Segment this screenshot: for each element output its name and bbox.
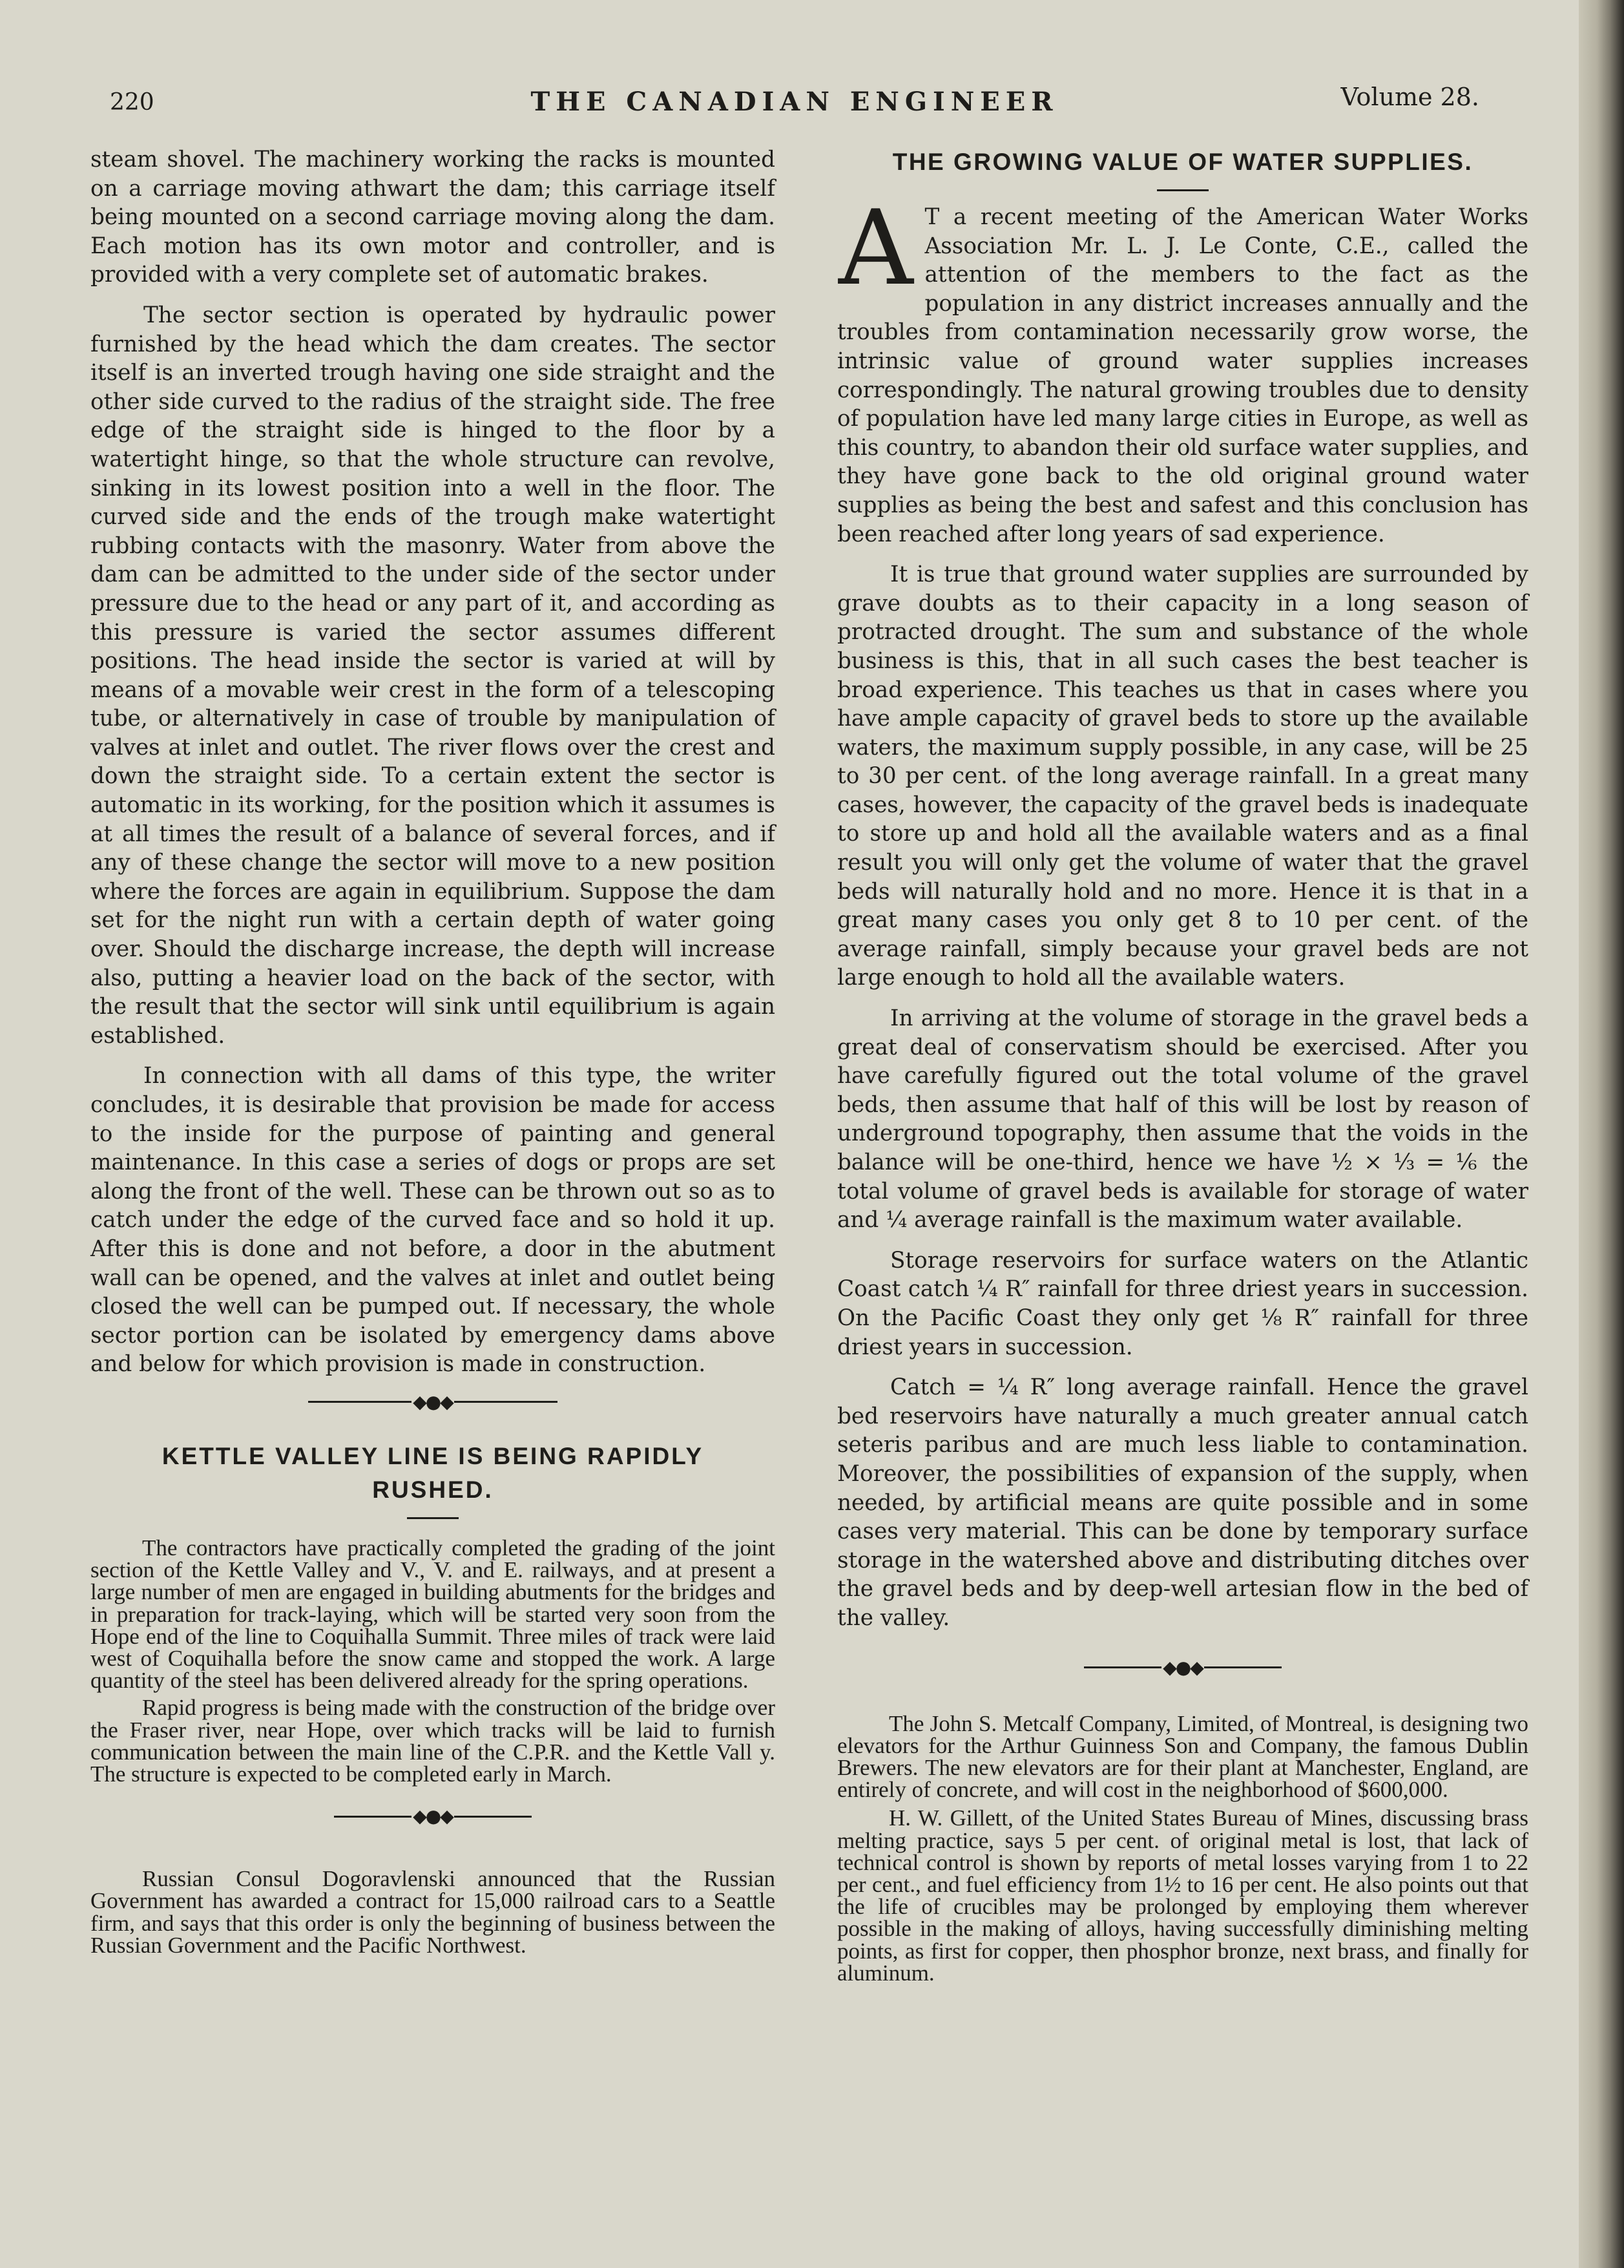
news-paragraph: Rapid progress is being made with the construction of the bridge over the Fraser river, near Hope, over which tracks will be laid to furnish communication between the main line of the C.P.R. and the Kettle Vall y. The structure is expected to be completed early in March. — [90, 1695, 775, 1787]
news-paragraph: H. W. Gillett, of the United States Bureau of Mines, discussing brass melting practice, says 5 per cent. of original metal is lost, that lack of technical control is shown by reports of metal losses varying from 1 to 22 per cent., and fuel efficiency from 1½ to 16 per cent. He also points out that the life of crucibles may be prolonged by employing them wherever possible in the making of alloys, having successfully diminishing melting points, as first for copper, then phosphor bronze, next brass, and finally for aluminum. — [837, 1805, 1528, 1986]
article-paragraph: steam shovel. The machinery working the racks is mounted on a carriage moving athwart the dam; this carriage itself being mounted on a second carriage moving along the dam. Each motion has its own motor and controller, and is provided with a very complete set of automatic brakes. — [90, 147, 775, 288]
news-paragraph: The John S. Metcalf Company, Limited, of Montreal, is designing two elevators for the Arthur Guinness Son and Company, the famous Dublin Brewers. The new elevators are for their plant at Manchester, England, are entirely of concrete, and will cost in the neighborhood of $600,000. — [837, 1710, 1528, 1803]
article-paragraph: The sector section is operated by hydraulic power furnished by the head which the dam creates. The sector itself is an inverted trough having one side straight and the other side curved to the radius of the straight side. The free edge of the straight side is hinged to the floor by a watertight hinge, so that the whole structure can revolve, sinking in its lowest position into a well in the floor. The curved side and the ends of the trough make watertight rubbing contacts with the masonry. Water from above the dam can be admitted to the under side of the sector under pressure due to the head or any part of it, and according as this pressure is varied the sector assumes different positions. The head inside the sector is varied at will by means of a movable weir crest in the form of a telescoping tube, or alternatively in case of trouble by manipulation of valves at inlet and outlet. The river flows over the crest and down the straight side. To a certain extent the sector is automatic in its working, for the position which it assumes is at all times the result of a balance of several forces, and if any of these change the sector will move to a new position where the forces are again in equilibrium. Suppose the dam set for the night run with a certain depth of water going over. Should the discharge increase, the depth will increase also, putting a heavier load on the back of the sector, with the result that the sector will sink until equilibrium is again established. — [90, 302, 775, 1049]
news-paragraph: Russian Consul Dogoravlenski announced that the Russian Government has awarded a contract for 15,000 railroad cars to a Seattle firm, and says that this order is only the beginning of business between the Russian Government and the Pacific Northwest. — [90, 1866, 775, 1958]
section-ornament: ◆●◆ — [90, 1807, 775, 1825]
left-column — [90, 145, 775, 1957]
right-column — [837, 145, 1528, 1984]
article-paragraph: In connection with all dams of this type, the writer concludes, it is desirable that provision be made for access to the inside for the purpose of painting and general maintenance. In this case a series of dogs or props are set along the front of the well. These can be thrown out so as to catch under the edge of the curved face and so hold it up. After this is done and not before, a door in the abutment wall can be opened, and the valves at inlet and outlet being closed the well can be pumped out. If necessary, the whole sector portion can be isolated by emergency dams above and below for which provision is made in construction. — [90, 1063, 775, 1378]
article-paragraph: In arriving at the volume of storage in the gravel beds a great deal of conservatism should be exercised. After you have carefully figured out the total volume of the gravel beds, then assume that half of this will be lost by reason of underground topography, then assume that the voids in the balance will be one-third, hence we have ½ × ⅓ = ⅙ the total volume of gravel beds is available for storage of water and ¼ average rainfall is the maximum water available. — [837, 1005, 1528, 1234]
volume-label: Volume 28. — [1340, 83, 1479, 111]
article-paragraph: It is true that ground water supplies are surrounded by grave doubts as to their capacity in a long season of protracted drought. The sum and substance of the whole business is this, that in all such cases the best teacher is broad experience. This teaches us that in cases where you have ample capacity of gravel beds to store up the available waters, the maximum supply possible, in any case, will be 25 to 30 per cent. of the long average rainfall. In a great many cases, however, the capacity of the gravel beds is inadequate to store up and hold all the available waters and as a final result you will only get the volume of water that the gravel beds will naturally hold and no more. Hence it is that in a great many cases you only get 8 to 10 per cent. of the average rainfall, simply because your gravel beds are not large enough to hold all the available waters. — [837, 562, 1528, 991]
section-ornament: ◆●◆ — [90, 1393, 775, 1411]
section-ornament: ◆●◆ — [837, 1659, 1528, 1677]
page-edge-shadow — [1579, 0, 1624, 2268]
page-number: 220 — [110, 89, 154, 116]
news-paragraph: The contractors have practically completed the grading of the joint section of the Kettle Valley and V., V. and E. railways, and at present a large number of men are engaged in building abutments for the bridges and in preparation for track-laying, which will be started very soon from the Hope end of the line to Coquihalla Summit. Three miles of track were laid west of Coquihalla before the snow came and stopped the work. A large quantity of the steel has been delivered already for the spring operations. — [90, 1535, 775, 1694]
water-supplies-heading: THE GROWING VALUE OF WATER SUPPLIES. — [892, 149, 1473, 175]
article-paragraph: Catch = ¼ R″ long average rainfall. Hence the gravel bed reservoirs have naturally a much greater annual catch seteris paribus and are much less liable to contamination. Moreover, the possibilities of expansion of the supply, when needed, by artificial means are quite possible and in some cases very material. This can be done by temporary surface storage in the watershed above and distributing ditches over the gravel beds and by deep-well artesian flow in the bed of the valley. — [837, 1374, 1528, 1631]
article-paragraph: Storage reservoirs for surface waters on the Atlantic Coast catch ¼ R″ rainfall for three driest years in succession. On the Pacific Coast they only get ⅛ R″ rainfall for three driest years in succession. — [837, 1247, 1528, 1360]
journal-title: THE CANADIAN ENGINEER — [530, 87, 1059, 117]
article-paragraph: T a recent meeting of the American Water Works Association Mr. L. J. Le Conte, C.E., called the attention of the members to the fact as the population in any district increases annually and the troubles from contamination necessarily grow worse, the intrinsic value of ground water supplies increases correspondingly. The natural growing troubles due to density of population have led many large cities in Europe, as well as this country, to abandon their old surface water supplies, and they have gone back to the old original ground water supplies as being the best and safest and this conclusion has been reached after long years of sad experience. — [837, 204, 1528, 547]
opening-paragraph — [837, 187, 1528, 549]
drop-cap-letter: A — [838, 187, 913, 308]
kettle-valley-heading: KETTLE VALLEY LINE IS BEING RAPIDLY RUSHED. — [161, 1442, 704, 1503]
running-header — [110, 83, 1479, 121]
